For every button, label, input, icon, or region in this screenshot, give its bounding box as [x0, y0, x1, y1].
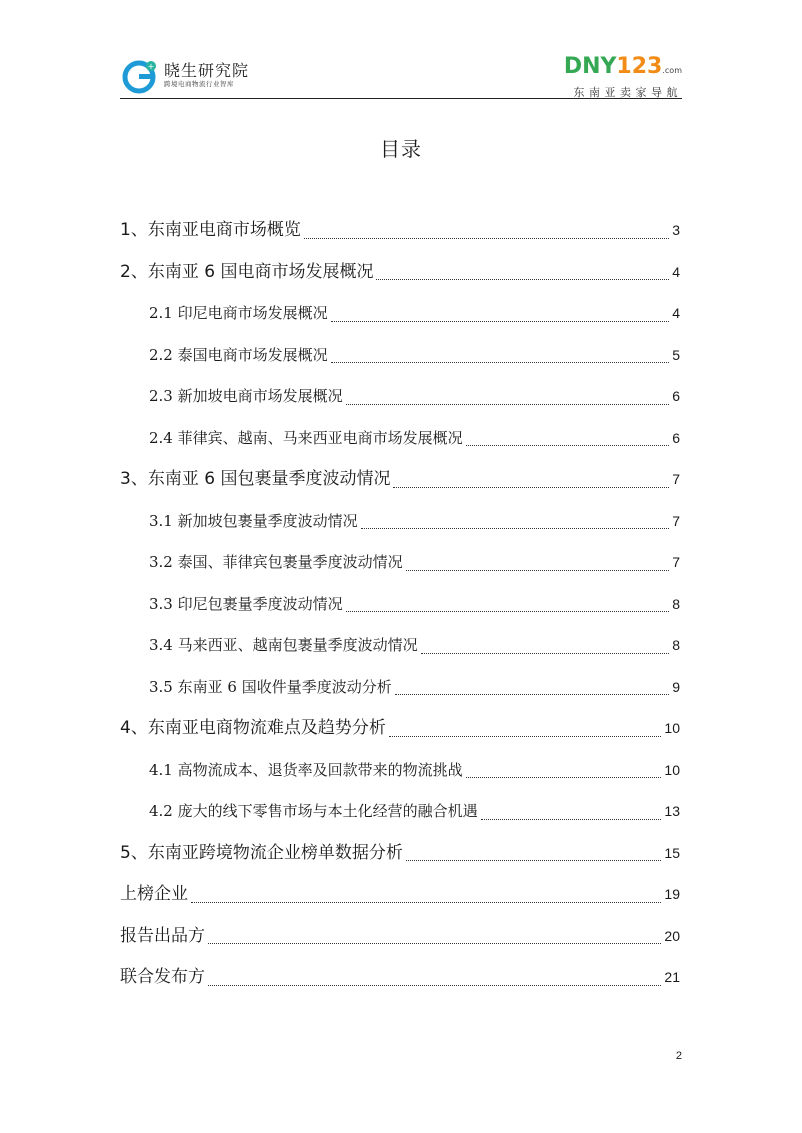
- toc-dot-leader: [406, 860, 662, 861]
- toc-dot-leader: [208, 943, 661, 944]
- toc-entry-page: 6: [672, 388, 680, 404]
- toc-entry[interactable]: [120, 376, 680, 418]
- toc-entry-page: 21: [664, 969, 680, 985]
- page-number: 2: [675, 1050, 682, 1062]
- toc-entry[interactable]: [120, 418, 680, 460]
- toc-entry[interactable]: [120, 625, 680, 667]
- toc-entry-label: 3.1 新加坡包裹量季度波动情况: [149, 511, 358, 530]
- toc-entry-page: 9: [672, 678, 680, 695]
- page-header: [120, 56, 682, 98]
- toc-entry-label: 4、东南亚电商物流难点及趋势分析: [120, 718, 386, 738]
- toc-entry[interactable]: [120, 542, 680, 584]
- toc-dot-leader: [481, 819, 662, 820]
- xiaosheng-logo-icon: [120, 56, 160, 96]
- toc-entry-page: 6: [672, 429, 680, 446]
- toc-entry-page: 4: [672, 263, 680, 280]
- toc-entry-page: 7: [672, 512, 680, 529]
- toc-entry-label: 3、东南亚 6 国包裹量季度波动情况: [120, 469, 391, 489]
- toc-entry-label: 5、东南亚跨境物流企业榜单数据分析: [120, 842, 403, 863]
- toc-entry-label: 2.3 新加坡电商市场发展概况: [149, 387, 343, 405]
- toc-dot-leader: [393, 487, 669, 488]
- toc-entry-label: 2.2 泰国电商市场发展概况: [149, 345, 328, 364]
- toc-entry[interactable]: [120, 459, 680, 501]
- xiaosheng-logo-subtitle: 跨境电商物流行业智库: [164, 81, 234, 89]
- toc-entry-label: 报告出品方: [120, 925, 205, 946]
- toc-entry-label: 3.2 泰国、菲律宾包裹量季度波动情况: [149, 553, 403, 571]
- toc-dot-leader: [304, 238, 669, 239]
- toc-entry[interactable]: [120, 210, 680, 252]
- toc-entry-page: 8: [672, 637, 680, 653]
- dny123-logo-number: 123: [616, 54, 663, 79]
- toc-dot-leader: [395, 694, 669, 695]
- toc-dot-leader: [331, 362, 670, 363]
- toc-entry[interactable]: [120, 833, 680, 875]
- dny123-logo-tagline: 东南亚卖家导航: [573, 87, 682, 99]
- toc-dot-leader: [406, 570, 670, 571]
- toc-dot-leader: [361, 528, 670, 529]
- toc-dot-leader: [331, 321, 670, 322]
- toc-entry[interactable]: [120, 584, 680, 626]
- toc-entry-label: 2.1 印尼电商市场发展概况: [149, 304, 328, 322]
- toc-dot-leader: [466, 445, 670, 446]
- toc-entry[interactable]: [120, 708, 680, 750]
- toc-entry-label: 3.5 东南亚 6 国收件量季度波动分析: [149, 677, 392, 696]
- toc-entry-page: 4: [672, 305, 680, 321]
- toc-dot-leader: [346, 611, 670, 612]
- toc-entry[interactable]: [120, 667, 680, 709]
- toc-dot-leader: [376, 279, 669, 280]
- toc-dot-leader: [208, 985, 661, 986]
- toc-entry-page: 5: [672, 346, 680, 363]
- page-title: 目录: [380, 139, 422, 161]
- toc-entry-label: 上榜企业: [120, 884, 188, 904]
- toc-entry-label: 1、东南亚电商市场概览: [120, 220, 301, 240]
- svg-text:+: +: [147, 62, 155, 71]
- toc-entry[interactable]: [120, 335, 680, 377]
- toc-entry[interactable]: [120, 791, 680, 833]
- dny123-logo-dny: DNY: [563, 54, 617, 79]
- toc-entry[interactable]: [120, 252, 680, 294]
- toc-entry-label: 2、东南亚 6 国电商市场发展概况: [120, 261, 374, 282]
- toc-entry-label: 4.1 高物流成本、退货率及回款带来的物流挑战: [149, 760, 463, 779]
- toc-entry-page: 20: [664, 927, 680, 944]
- toc-entry-page: 8: [672, 595, 680, 612]
- toc-dot-leader: [389, 736, 662, 737]
- toc-entry-page: 15: [664, 844, 680, 861]
- toc-entry-page: 10: [664, 720, 680, 736]
- toc-entry-page: 7: [672, 471, 680, 487]
- toc-entry-label: 3.3 印尼包裹量季度波动情况: [149, 594, 343, 613]
- toc-entry[interactable]: [120, 916, 680, 958]
- toc-dot-leader: [466, 777, 662, 778]
- toc-dot-leader: [346, 404, 670, 405]
- toc-dot-leader: [191, 902, 661, 903]
- toc-entry-page: 3: [672, 222, 680, 238]
- toc-entry[interactable]: [120, 501, 680, 543]
- toc-entry-label: 4.2 庞大的线下零售市场与本土化经营的融合机遇: [149, 802, 478, 820]
- xiaosheng-logo: [120, 56, 249, 96]
- toc-entry-page: 13: [664, 803, 680, 819]
- toc-entry[interactable]: [120, 874, 680, 916]
- dny123-logo: [564, 56, 682, 100]
- toc-entry-label: 联合发布方: [120, 967, 205, 987]
- xiaosheng-logo-name: 晓生研究院: [164, 61, 250, 81]
- toc-entry-page: 19: [664, 886, 680, 902]
- toc-entry-page: 7: [672, 554, 680, 570]
- toc-entry[interactable]: [120, 957, 680, 999]
- toc-entry-page: 10: [664, 761, 680, 778]
- table-of-contents: [120, 210, 680, 999]
- toc-entry[interactable]: [120, 750, 680, 792]
- toc-dot-leader: [421, 653, 670, 654]
- dny123-logo-domain: .com: [662, 66, 682, 75]
- toc-entry[interactable]: [120, 293, 680, 335]
- toc-entry-label: 3.4 马来西亚、越南包裹量季度波动情况: [149, 636, 418, 654]
- header-divider: [120, 98, 682, 99]
- toc-entry-label: 2.4 菲律宾、越南、马来西亚电商市场发展概况: [149, 428, 463, 447]
